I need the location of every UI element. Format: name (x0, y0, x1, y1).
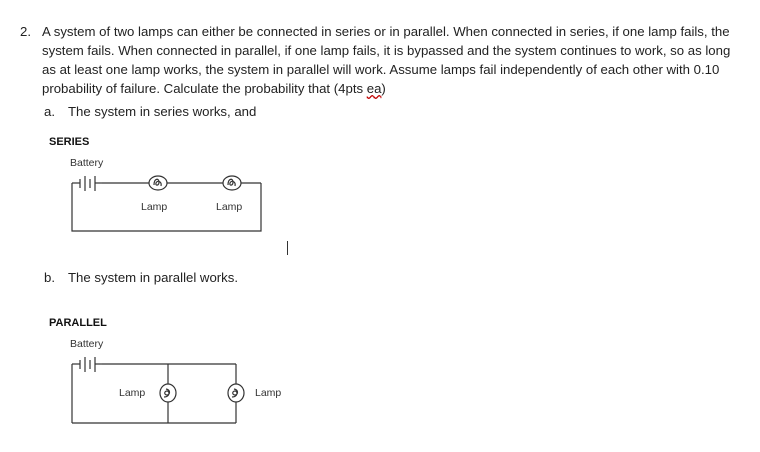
series-battery-icon (72, 176, 102, 191)
parallel-lamp1-icon (160, 384, 176, 402)
problem-text-end: ) (381, 81, 386, 96)
parallel-title: PARALLEL (49, 317, 107, 329)
series-circuit (72, 176, 261, 231)
problem-text-main: A system of two lamps can either be connected in series or in parallel. When connected in series, if one lamp fails, the system fails. When connected in parallel, if one lamp fails, it is bypassed and the system continues to work, so as long as at least one lamp works, the system in parallel will work. Assume lamps fail independently of each other with 0.10 probability of failure. Calculate the probability that (4pts (42, 24, 731, 96)
part-b-letter: b. (44, 270, 55, 285)
series-lamp1-label: Lamp (141, 201, 168, 213)
part-b-text: The system in parallel works. (68, 270, 239, 285)
part-a-letter: a. (44, 104, 55, 119)
parallel-battery-icon (72, 357, 102, 372)
problem-text-underlined: ea (366, 81, 382, 96)
parallel-circuit (72, 357, 244, 423)
series-lamp2-label: Lamp (216, 201, 243, 213)
part-a-text: The system in series works, and (68, 104, 257, 119)
series-lamp2-icon (223, 176, 241, 190)
parallel-battery-label: Battery (70, 338, 104, 350)
series-title: SERIES (49, 136, 90, 148)
series-lamp1-icon (149, 176, 167, 190)
parallel-lamp2-label: Lamp (255, 387, 282, 399)
parallel-lamp1-label: Lamp (119, 387, 146, 399)
parallel-lamp2-icon (228, 384, 244, 402)
series-battery-label: Battery (70, 157, 104, 169)
problem-number: 2. (20, 24, 31, 39)
